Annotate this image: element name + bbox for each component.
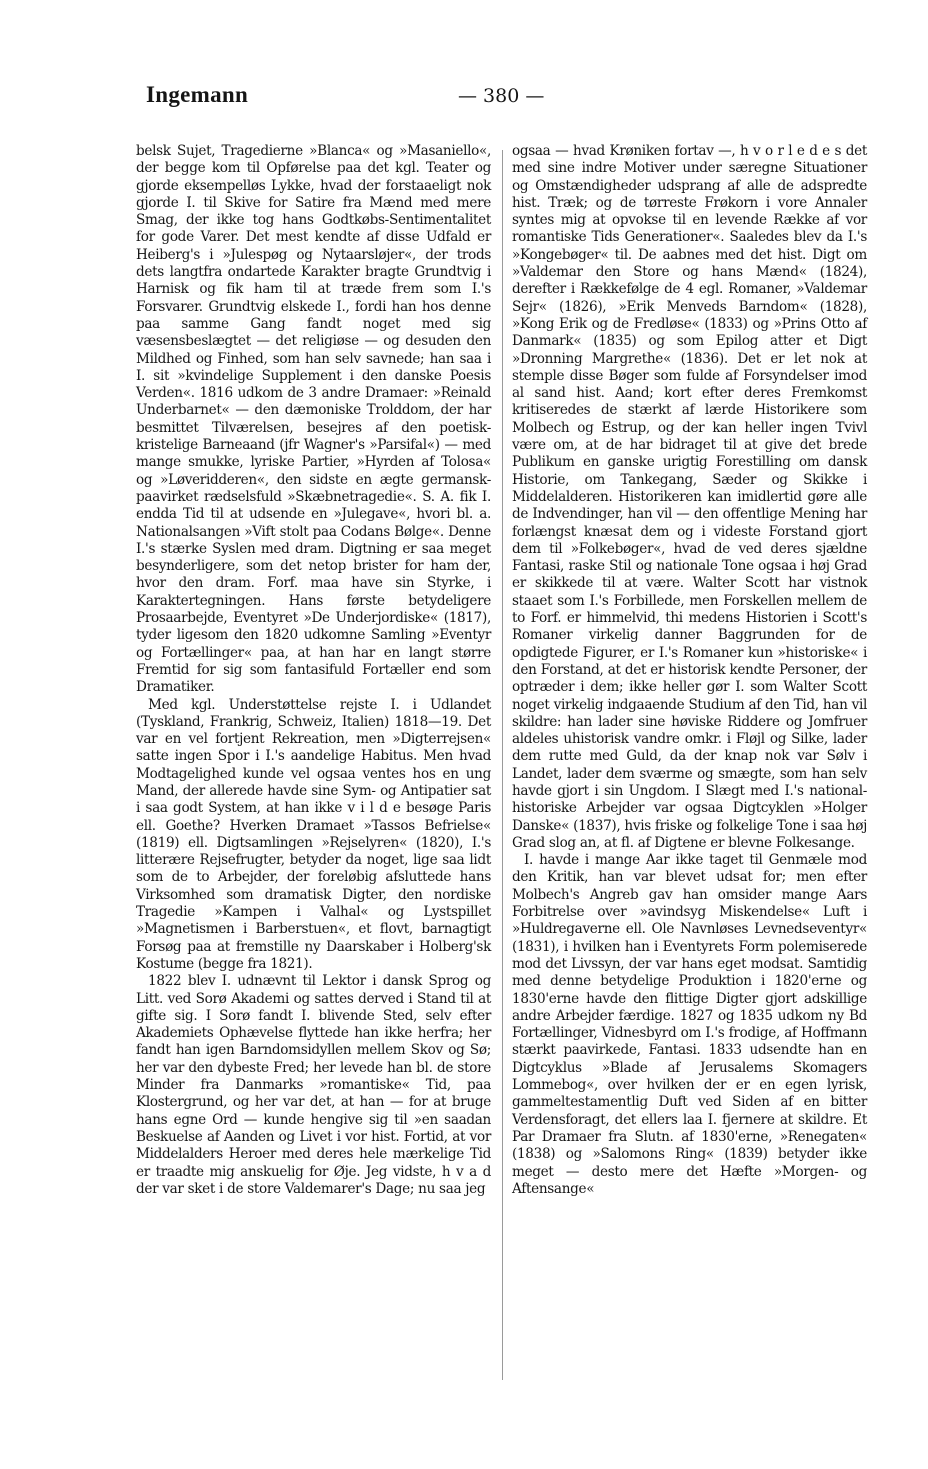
paragraph: I. havde i mange Aar ikke taget til Genmæle mod den Kritik, han var blevet udsat for; men efter Molbech's Angreb gav han omsider mange Aars Forbitrelse over »avindsyg Miskendelse« Luft i »Huldregaverne ell. Ole Navnløses Levnedseventyr« (1831), i hvilken han i Eventyrets Form polemiserede mod det Livssyn, der var hans eget modsat. Samtidig med denne betydelige Produktion i 1820'erne og 1830'erne havde den flittige Digter gjort adskillige andre Arbejder færdige. 1827 og 1835 udkom ny Bd Fortællinger, Vidnesbyrd om I.'s frodige, af Hoffmann stærkt paavirkede, Fantasi. 1833 udsendte han en Digtcyklus »Blade af Jerusalems Skomagers Lommebog«, over hvilken der er en egen lyrisk, gammeltestamentlig Duft ved Siden af en bitter Verdensforagt, det ellers laa I. fjernere at skildre. Et Par Dramaer fra Slutn. af 1830'erne, »Renegaten« (1838) og »Salomons Ring« (1839) betyder ikke meget — desto mere det Hæfte »Morgen- og Aftensange« [512,852,867,1197]
left-column [136,143,491,1198]
running-head: Ingemann [146,82,249,107]
page-header [146,82,796,118]
right-column [512,143,867,1198]
column-divider [502,150,503,1380]
paragraph: belsk Sujet, Tragedierne »Blanca« og »Masaniello«, der begge kom til Opførelse paa det kgl. Teater og gjorde eksempelløs Lykke, hvad der forstaaeligt nok gjorde I. til Skive for Satire fra Mænd med mere Smag, der ikke tog hans Godtkøbs-Sentimentalitet for gode Varer. Det mest kendte af disse Udfald er Heiberg's i »Julespøg og Nytaarsløjer«, der trods dets langtfra ondartede Karakter bragte Grundtvig i Harnisk og fik ham til at træde frem som I.'s Forsvarer. Grundtvig elskede I., fordi han hos denne paa samme Gang fandt noget med sig væsensbeslægtet — det religiøse — og desuden den Mildhed og Finhed, som han selv savnede; han saa i I. sit »kvindelige Supplement i den danske Poesis Verden«. 1816 udkom de 3 andre Dramaer: »Reinald Underbarnet« — den dæmoniske Trolddom, der har besmittet Tilværelsen, besejres af den poetisk-kristelige Barneaand (jfr Wagner's »Parsifal«) — med mange smukke, lyriske Partier, »Hyrden af Tolosa« og »Løveridderen«, den sidste en ægte germansk-paavirket rædselsfuld »Skæbnetragedie«. S. A. fik I. endda Tid til at udsende en »Julegave«, hvori bl. a. Nationalsangen »Vift stolt paa Codans Bølge«. Denne I.'s stærke Syslen med dram. Digtning er saa meget besynderligere, som det netop brister for ham der, hvor den dram. Forf. maa have sin Styrke, i Karaktertegningen. Hans første betydeligere Prosaarbejde, Eventyret »De Underjordiske« (1817), tyder ligesom den 1820 udkomne Samling »Eventyr og Fortællinger« paa, at han har en langt større Fremtid for sig som fantasifuld Fortæller end som Dramatiker. [136,143,491,696]
paragraph: 1822 blev I. udnævnt til Lektor i dansk Sprog og Litt. ved Sorø Akademi og sattes derved i Stand til at gifte sig. I Sorø fandt I. blivende Sted, selv efter Akademiets Ophævelse flyttede han ikke herfra; her fandt han igen Barndomsidyllen mellem Skov og Sø; her var den dybeste Fred; her levede han bl. de store Minder fra Danmarks »romantiske« Tid, paa Klostergrund, og her var det, at han — for at bruge hans egne Ord — kunde hengive sig til »en saadan Beskuelse af Aanden og Livet i vor hist. Fortid, at vor Middelalders Heroer med deres hele mærkelige Tid er traadte mig anskuelig for Øje. Jeg vidste, h v a d der var sket i de store Valdemarer's Dage; nu saa jeg [136,973,491,1197]
paragraph: ogsaa — hvad Krøniken fortav —, h v o r l e d e s det med sine indre Motiver under særegne Situationer og Omstændigheder udsprang af alle de adspredte hist. Træk; og de tørreste Frøkorn i vore Annaler syntes mig at opvokse til en levende Række af vor romantiske Tids Generationer«. Saaledes blev da I.'s »Kongebøger« til. De aabnes med det hist. Digt om »Valdemar den Store og hans Mænd« (1824), derefter i Rækkefølge de 4 egl. Romaner, »Valdemar Sejr« (1826), »Erik Menveds Barndom« (1828), »Kong Erik og de Fredløse« (1833) og »Prins Otto af Danmark« (1835) og som Epilog atter et Digt »Dronning Margrethe« (1836). Det er let nok at stemple disse Bøger som fulde af Forsyndelser imod al sand hist. Aand; kort efter deres Fremkomst kritiseredes de stærkt af lærde Historikere som Molbech og Estrup, og der kan heller ingen Tvivl være om, at de har bidraget til at give det brede Publikum en ganske urigtig Forestilling om dansk Historie, om Tankegang, Sæder og Skikke i Middelalderen. Historikeren kan imidlertid gøre alle de Indvendinger, han vil — den offentlige Mening har forlængst knæsat dem og i videste Forstand gjort dem til »Folkebøger«, hvad de ved deres sjældne Fantasi, raske Stil og nationale Tone ogsaa i høj Grad er skikkede til at være. Walter Scott har vistnok staaet som I.'s Forbillede, men Forskellen mellem de to Forf. er himmelvid, thi medens Historien i Scott's Romaner virkelig danner Baggrunden for de opdigtede Figurer, er I.'s Romaner kun »historiske« i den Forstand, at det er historisk kendte Personer, der optræder i dem; ikke heller gør I. som Walter Scott noget virkelig indgaaende Studium af den Tid, han vil skildre: han lader sine høviske Riddere og Jomfruer aldeles uhistorisk vandre omkr. i Fløjl og Silke, lader dem rutte med Guld, da der knap nok var Sølv i Landet, lader dem sværme og smægte, som han selv havde gjort i sin Ungdom. I Slægt med I.'s national-historiske Arbejder var ogsaa Digtcyklen »Holger Danske« (1837), hvis friske og folkelige Tone i saa høj Grad slog an, at fl. af Digtene er blevne Folkesange. [512,143,867,851]
paragraph: Med kgl. Understøttelse rejste I. i Udlandet (Tyskland, Frankrig, Schweiz, Italien) 1818—19. Det var en vel fortjent Rekreation, men »Digterrejsen« satte ingen Spor i I.'s aandelige Habitus. Men hvad Modtagelighed kunde vel ogsaa ventes hos en ung Mand, der allerede havde sine Sym- og Antipatier sat i saa godt System, at han ikke v i l d e besøge Paris ell. Goethe? Hverken Dramaet »Tassos Befrielse« (1819) ell. Digtsamlingen »Rejselyren« (1820), I.'s litterære Rejsefrugter, betyder da noget, lige saa lidt som de to Arbejder, der foreløbig afsluttede hans Virksomhed som dramatisk Digter, den nordiske Tragedie »Kampen i Valhal« og Lystspillet »Magnetismen i Barberstuen«, et flovt, barnagtigt Forsøg paa at fremstille ny Daarskaber i Holberg'sk Kostume (begge fra 1821). [136,696,491,972]
page-number: — 380 — [458,85,545,107]
